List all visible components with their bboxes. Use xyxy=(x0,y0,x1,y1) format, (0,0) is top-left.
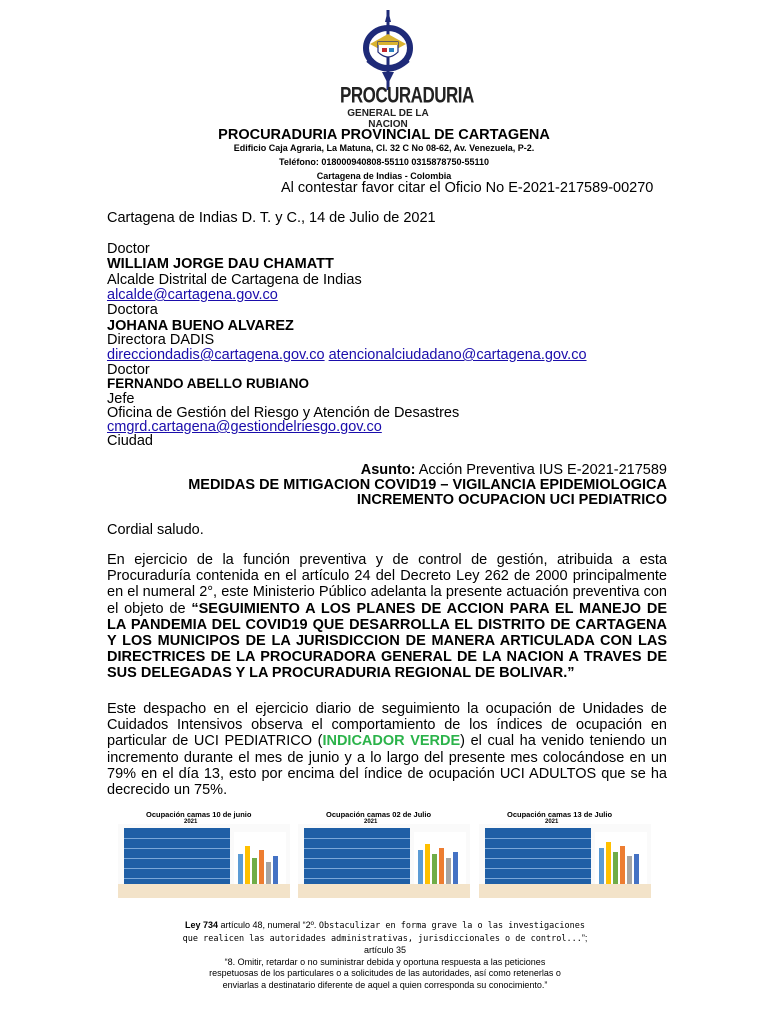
thumbnail-1-year: 2021 xyxy=(184,819,198,825)
paragraph-1-text: En ejercicio de la función preventiva y de control de gestión, atribuida a esta Procuraduría contenida en el artículo 24 del Decreto Ley 262 de 2000 principalmente en el numeral 2°, este Ministerio Público adelanta la presente actuación preventiva con el objeto de xyxy=(107,552,667,617)
recipient-3-title: Doctor xyxy=(107,362,150,378)
greeting: Cordial saludo. xyxy=(107,522,204,538)
paragraph-2-text-a: Este despacho en el ejercicio diario de seguimiento la ocupación de Unidades de Cuidados Intensivos observa el comportamiento de los índices de ocupación en particular de UCI PEDIATRICO ( xyxy=(107,701,667,750)
footer-line-5: enviarlas a destinatario diferente de aquel a quien corresponda su conocimiento.” xyxy=(222,979,548,990)
thumbnail-1-caption: Ocupación camas 10 de junio xyxy=(146,810,252,819)
occupancy-thumbnail-1 xyxy=(118,806,290,898)
thumbnail-3-year: 2021 xyxy=(545,819,559,825)
recipient-2-emails xyxy=(107,347,587,363)
recipient-3-email-link[interactable]: cmgrd.cartagena@gestiondelriesgo.gov.co xyxy=(107,419,382,435)
subject-label: Asunto: xyxy=(360,462,416,478)
recipient-1-email-link[interactable]: alcalde@cartagena.gov.co xyxy=(107,287,278,303)
office-address: Edificio Caja Agraria, La Matuna, Cl. 32 C No 08-62, Av. Venezuela, P-2. xyxy=(233,143,535,153)
recipient-2-email2-link[interactable]: atencionalciudadano@cartagena.gov.co xyxy=(328,347,587,363)
thumbnail-2-year: 2021 xyxy=(364,819,378,825)
recipient-2-role: Directora DADIS xyxy=(107,332,215,348)
footer-line-3: “8. Omitir, retardar o no suministrar debida y oportuna respuesta a las peticiones xyxy=(224,956,546,967)
thumbnail-2-caption: Ocupación camas 02 de Julio xyxy=(326,810,432,819)
paragraph-2 xyxy=(107,701,667,798)
green-indicator-label: INDICADOR VERDE xyxy=(322,733,461,750)
recipient-2-name: JOHANA BUENO ALVAREZ xyxy=(107,318,294,334)
footer-legal-note xyxy=(170,920,600,991)
thumbnail-3-caption: Ocupación camas 13 de Julio xyxy=(507,810,613,819)
paragraph-1-objective: “SEGUIMIENTO A LOS PLANES DE ACCION PARA EL MANEJO DE LA PANDEMIA DEL COVID19 QUE DESARROLLA EL DISTRITO DE CARTAGENA Y LOS MUNICIPOS DE LA JURISDICCION DE MANERA ARTICULADA CON LAS DIRECTRICES DE LA PROCURADORA GENERAL DE LA NACION A TRAVES DE SUS DELEGADAS Y LA PROCURADURIA REGIONAL DE BOLIVAR.” xyxy=(107,600,667,682)
recipient-1-title: Doctor xyxy=(107,241,150,257)
subject-text: Acción Preventiva IUS E-2021-217589 xyxy=(415,462,667,478)
recipient-1-name: WILLIAM JORGE DAU CHAMATT xyxy=(107,256,334,272)
date-line: Cartagena de Indias D. T. y C., 14 de Julio de 2021 xyxy=(107,210,436,226)
recipient-3-role: Jefe xyxy=(107,391,135,407)
office-phone: Teléfono: 018000940808-55110 0315878750-55110 xyxy=(278,157,489,167)
paragraph-2-text-b: ) el cual ha venido teniendo un incremento durante el mes de junio y a lo largo del presente mes colocándose en un 79% en el día 13, esto por encima del índice de ocupación UCI ADULTOS que se ha decrecido un 75%. xyxy=(107,733,668,799)
logo-wordmark: PROCURADURIA xyxy=(340,83,474,108)
subject-line-2: MEDIDAS DE MITIGACION COVID19 – VIGILANCIA EPIDEMIOLOGICA xyxy=(188,477,667,493)
occupancy-thumbnail-2 xyxy=(298,806,470,898)
footer-line-1: Ley 734 artículo 48, numeral “2º. Obstaculizar en forma grave la o las investigaciones xyxy=(185,920,585,931)
recipient-2-title: Doctora xyxy=(107,302,158,318)
recipient-2-email-link[interactable]: direcciondadis@cartagena.gov.co xyxy=(107,347,325,363)
footer-law: Ley 734 xyxy=(185,920,219,930)
footer-line-2: que realicen las autoridades administrativas, jurisdiccionales o de control...”; artículo 35 xyxy=(182,932,588,955)
reference-number: Al contestar favor citar el Oficio No E-2021-217589-00270 xyxy=(281,180,654,196)
recipient-3-name: FERNANDO ABELLO RUBIANO xyxy=(107,376,309,391)
city-label: Ciudad xyxy=(107,433,153,449)
occupancy-thumbnail-3 xyxy=(479,806,651,898)
subject-line xyxy=(107,462,667,478)
office-city: Cartagena de Indias - Colombia xyxy=(316,171,452,181)
subject-line-3: INCREMENTO OCUPACION UCI PEDIATRICO xyxy=(356,492,667,508)
paragraph-1 xyxy=(107,552,667,682)
recipient-3-office: Oficina de Gestión del Riesgo y Atención de Desastres xyxy=(107,405,460,421)
footer-line-4: respetuosas de los particulares o a solicitudes de las autoridades, así como retenerlas o xyxy=(209,968,561,978)
logo-subtitle: GENERAL DE LA NACION xyxy=(347,108,429,130)
office-title: PROCURADURIA PROVINCIAL DE CARTAGENA xyxy=(218,127,550,143)
recipient-1-role: Alcalde Distrital de Cartagena de Indias xyxy=(107,272,362,288)
